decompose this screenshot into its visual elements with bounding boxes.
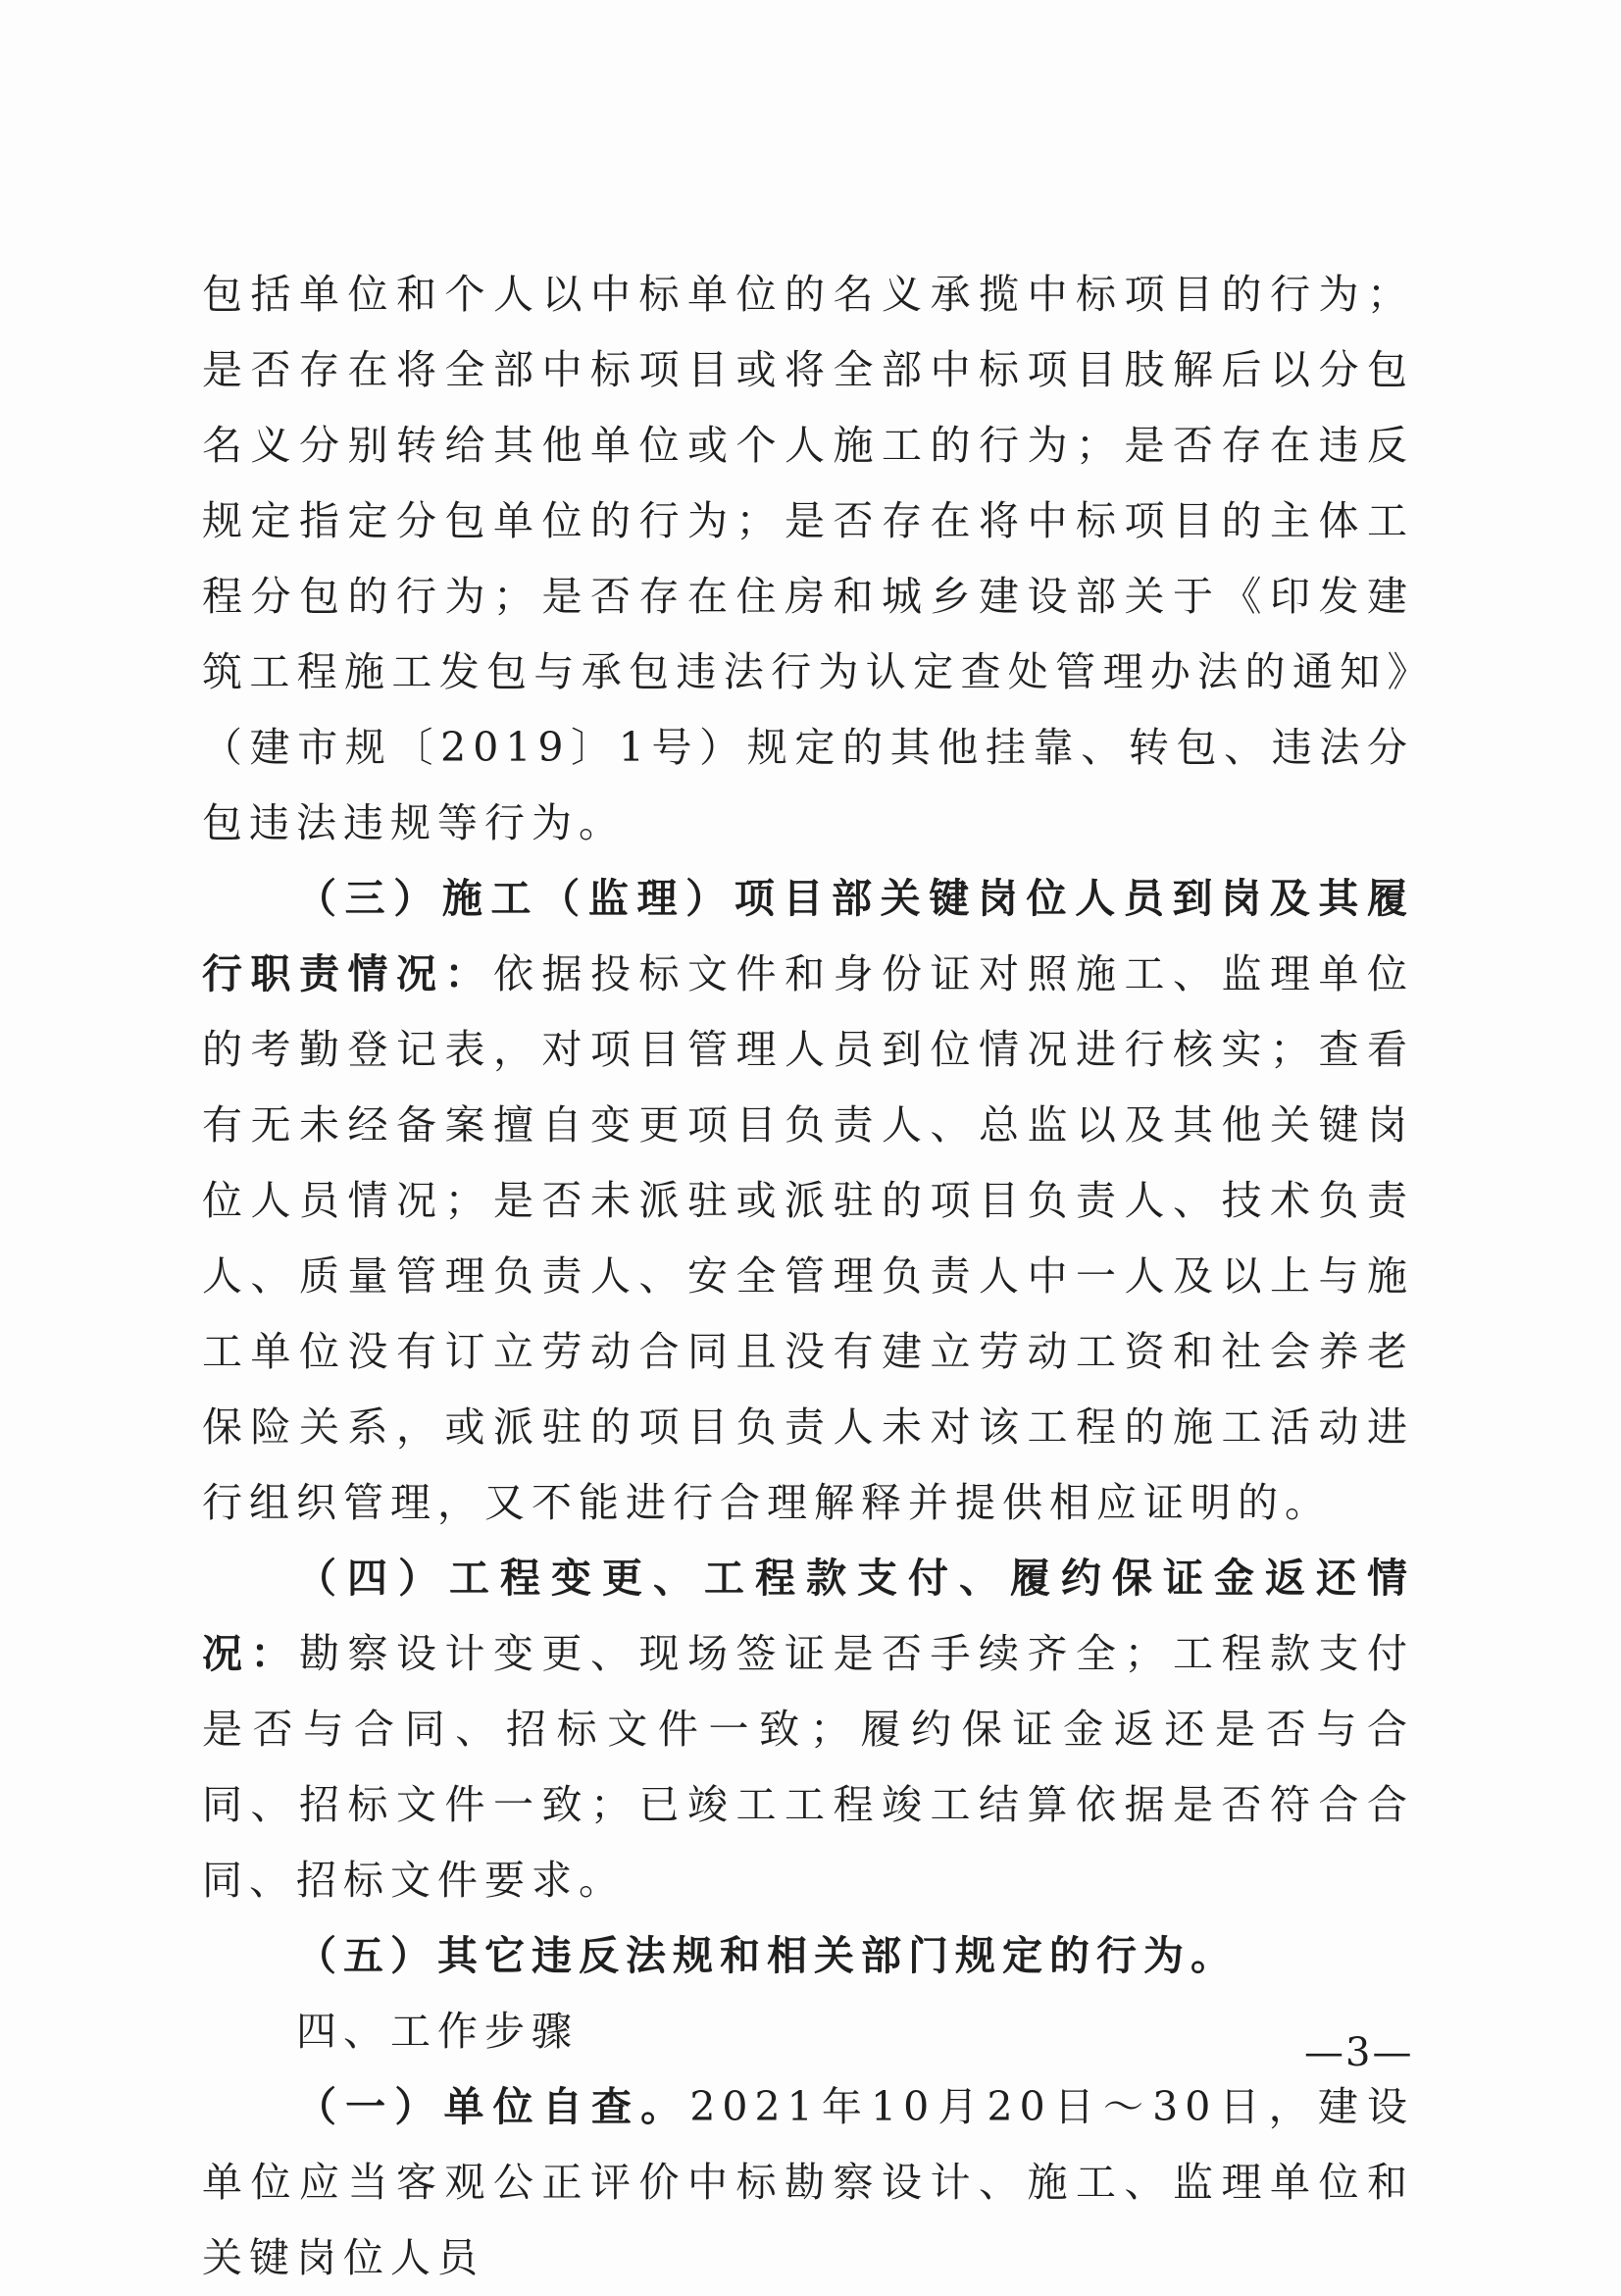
paragraph-continuation: [202, 257, 1414, 861]
paragraph-section-3: [202, 861, 1414, 1541]
heading-work-steps: [202, 1994, 1414, 2069]
heading-text: 四、工作步骤: [296, 2008, 579, 2055]
paragraph-step-1: [202, 2069, 1414, 2296]
section-heading: （五）其它违反法规和相关部门规定的行为。: [296, 1932, 1238, 1979]
document-body: [202, 257, 1414, 2296]
section-heading: （一）单位自查。: [296, 2083, 690, 2130]
section-heading: （三）施工（监理）项目部关键岗位人员到岗及其履行职责情况：: [202, 875, 1414, 997]
paragraph-text: 2021年10月20日～30日，建设单位应当客观公正评价中标勘察设计、施工、监理单位和关键岗位人员: [202, 2083, 1415, 2281]
paragraph-text: 勘察设计变更、现场签证是否手续齐全；工程款支付是否与合同、招标文件一致；履约保证金返还是否与合同、招标文件一致；已竣工工程竣工结算依据是否符合合同、招标文件要求。: [202, 1630, 1414, 1904]
paragraph-text: 依据投标文件和身份证对照施工、监理单位的考勤登记表，对项目管理人员到位情况进行核实；查看有无未经备案擅自变更项目负责人、总监以及其他关键岗位人员情况；是否未派驻或派驻的项目负责人、技术负责人、质量管理负责人、安全管理负责人中一人及以上与施工单位没有订立劳动合同且没有建立劳动工资和社会养老保险关系，或派驻的项目负责人未对该工程的施工活动进行组织管理，又不能进行合理解释并提供相应证明的。: [202, 950, 1414, 1526]
page-number: —3—: [1304, 2030, 1414, 2075]
paragraph-section-4: [202, 1541, 1414, 1918]
section-heading: （四）工程变更、工程款支付、履约保证金返还情况：: [202, 1555, 1414, 1677]
paragraph-section-5: [202, 1918, 1414, 1994]
paragraph-text: 包括单位和个人以中标单位的名义承揽中标项目的行为；是否存在将全部中标项目或将全部中标项目肢解后以分包名义分别转给其他单位或个人施工的行为；是否存在违反规定指定分包单位的行为；是否存在将中标项目的主体工程分包的行为；是否存在住房和城乡建设部关于《印发建筑工程施工发包与承包违法行为认定查处管理办法的通知》（建市规〔2019〕1号）规定的其他挂靠、转包、违法分包违法违规等行为。: [202, 271, 1414, 846]
